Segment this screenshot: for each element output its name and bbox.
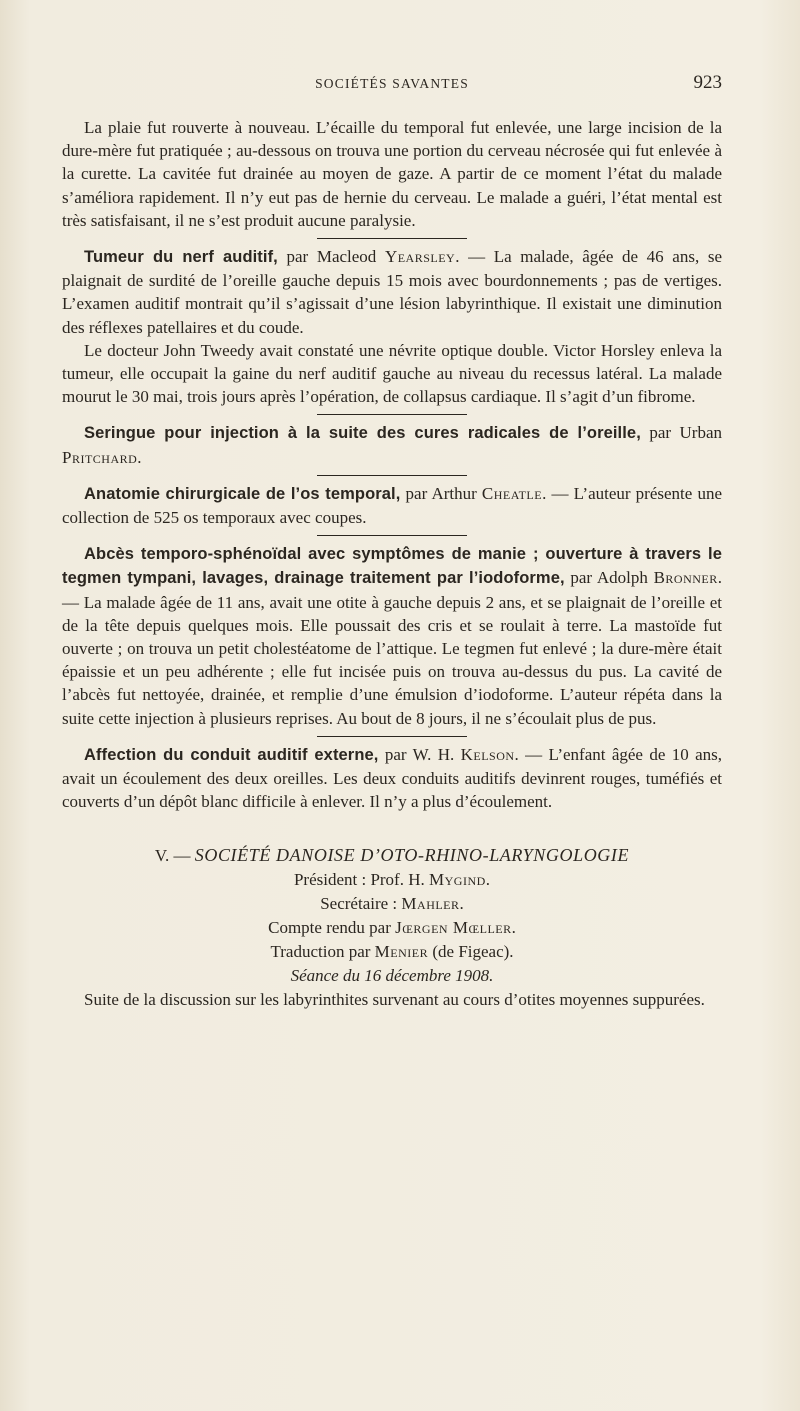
entry-by: par Urban xyxy=(640,423,722,443)
period: . xyxy=(511,918,516,938)
president-name: Mygind xyxy=(429,870,486,890)
running-head: SOCIÉTÉS SAVANTES xyxy=(315,76,469,91)
session-date: Séance du 16 décembre 1908. xyxy=(290,966,494,986)
entry-title: Tumeur du nerf auditif, xyxy=(84,248,278,267)
divider-rule xyxy=(317,535,467,536)
page-number: 923 xyxy=(693,72,722,93)
report-name: Jœrgen Mœller xyxy=(395,918,512,938)
paragraph-tumeur xyxy=(62,245,722,339)
page-body xyxy=(62,116,722,1012)
entry-title: Affection du conduit auditif externe, xyxy=(84,745,379,764)
entry-by: par W. H. xyxy=(378,744,461,764)
section-numeral: V. — xyxy=(154,846,195,866)
entry-text: . — La malade âgée de 11 ans, avait une otite à gauche depuis 2 ans, et se plaignait de l’oreille et de la tête depuis quelques mois. Elle poussait des cris et se roulait à terre. La mastoïde fut ouverte ; on trouva un petit cholestéatome de l’attique. Le tegmen fut enlevé ; la dure-mère était épaissie et un peu adhérente ; elle fut incisée puis on trouva au-dessus du pus. La cavité de l’abcès fut nettoyée, drainée, et remplie d’une émulsion d’iodoforme. L’auteur répéta dans la suite cette injection à plusieurs reprises. Au bout de 8 jours, il ne s’écoulait plus de pus. xyxy=(62,568,722,728)
entry-by: par Arthur xyxy=(400,483,482,503)
section-title: SOCIÉTÉ DANOISE D’OTO-RHINO-LARYNGOLOGIE xyxy=(194,845,630,866)
divider-rule xyxy=(317,475,467,476)
entry-title: Anatomie chirurgicale de l’os temporal, xyxy=(84,484,401,503)
secretary-line xyxy=(62,892,722,916)
paragraph-seringue xyxy=(62,421,722,468)
paragraph-tumeur-continued: Le docteur John Tweedy avait constaté une névrite optique double. Victor Horsley enleva la tumeur, elle occupait la gaine du nerf auditif gauche au niveau du recessus latéral. La malade mourut le 30 mai, trois jours après l’opération, de collapsus cardiaque. Il s’agit d’un fibrome. xyxy=(62,340,722,407)
secretary-name: Mahler xyxy=(401,894,460,914)
report-line xyxy=(62,916,722,940)
entry-text: . — La malade, âgée de 46 ans, se plaignait de surdité de l’oreille gauche depuis 15 mois avec bourdonnements ; pas de vertiges. L’examen auditif montrait qu’il s’agissait d’une lésion labyrinthique. Il existait une diminution des réflexes patellaires et du coude. xyxy=(62,247,722,337)
president-label: Président : Prof. H. xyxy=(293,870,429,890)
translation-label: Traduction par xyxy=(270,942,375,962)
page-header xyxy=(62,72,722,98)
period: . xyxy=(459,894,464,914)
paragraph-abces xyxy=(62,542,722,730)
entry-author: Bronner xyxy=(653,568,718,588)
translation-place: (de Figeac). xyxy=(428,942,514,962)
section-heading xyxy=(62,843,722,868)
entry-author: Kelson xyxy=(460,744,515,764)
translation-line xyxy=(62,940,722,964)
entry-author: Cheatle xyxy=(481,483,543,503)
translation-name: Menier xyxy=(374,942,429,962)
entry-title: Abcès temporo-sphénoïdal avec symptômes de manie ; ouverture à travers le tegmen tympani, lavages, drainage traitement par l’iodoforme, xyxy=(62,545,722,588)
entry-text: . — L’enfant âgée de 10 ans, avait un écoulement des deux oreilles. Les deux conduits auditifs devinrent rouges, tuméfiés et couverts d’un dépôt blanc difficile à enlever. Il n’y a plus d’écoulement. xyxy=(62,744,722,812)
entry-text: . — L’auteur présente une collection de 525 os temporaux avec coupes. xyxy=(62,483,722,528)
entry-author: Yearsley xyxy=(384,247,456,267)
entry-by: par Adolph xyxy=(564,568,654,588)
society-section-header xyxy=(62,843,722,988)
secretary-label: Secrétaire : xyxy=(320,894,402,914)
paragraph-affection xyxy=(62,743,722,814)
entry-by: par Macleod xyxy=(277,247,385,267)
divider-rule xyxy=(317,414,467,415)
entry-author: Pritchard xyxy=(62,447,138,467)
divider-rule xyxy=(317,238,467,239)
entry-title: Seringue pour injection à la suite des cures radicales de l’oreille, xyxy=(84,424,641,443)
paragraph-closing: Suite de la discussion sur les labyrinthites survenant au cours d’otites moyennes suppurées. xyxy=(84,990,705,1010)
president-line xyxy=(62,868,722,892)
paragraph-intro: La plaie fut rouverte à nouveau. L’écaille du temporal fut enlevée, une large incision de la dure-mère fut pratiquée ; au-dessous on trouva une portion du cerveau nécrosée qui fut enlevée à la curette. La cavitée fut drainée au moyen de gaze. A partir de ce moment l’état du malade s’améliora rapidement. Il n’y eut pas de hernie du cerveau. Le malade a guéri, l’état mental est très satisfaisant, il ne s’est produit aucune paralysie. xyxy=(62,118,722,230)
report-label: Compte rendu par xyxy=(268,918,396,938)
entry-end: . xyxy=(137,447,142,467)
paragraph-anatomie xyxy=(62,482,722,529)
period: . xyxy=(485,870,491,890)
divider-rule xyxy=(317,736,467,737)
